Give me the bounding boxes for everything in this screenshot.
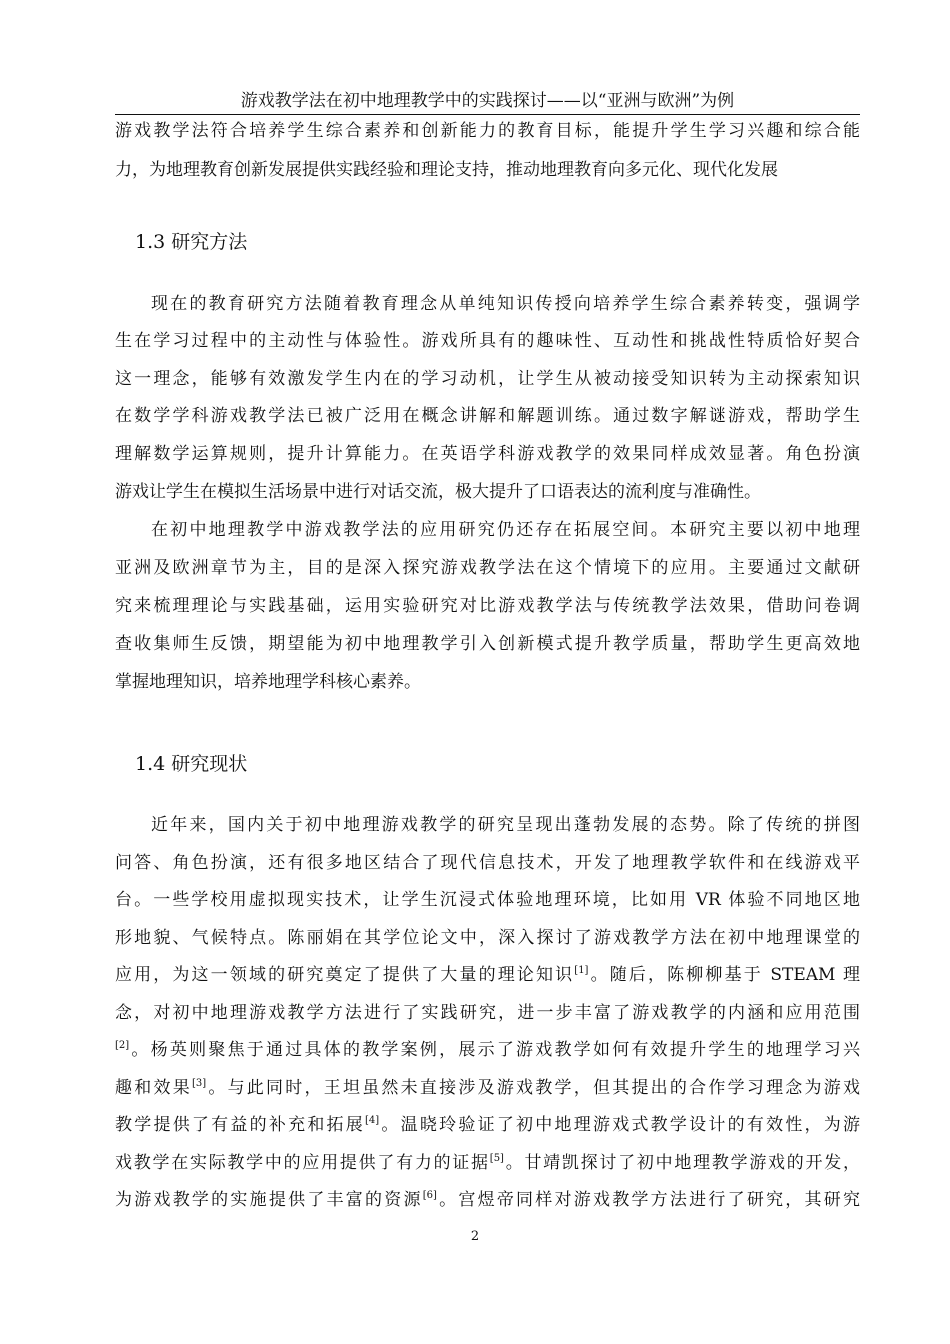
body-line: 游戏教学法符合培养学生综合素养和创新能力的教育目标，能提升学生学习兴趣和综合能 [115,121,860,141]
body-line: 这一理念，能够有效激发学生内在的学习动机，让学生从被动接受知识转为主动探索知识 [115,369,860,389]
line-text: 。甘靖凯探讨了初中地理教学游戏的开发， [503,1153,861,1173]
body-line [115,1037,860,1063]
line-text: 。温晓玲验证了初中地理游戏式教学设计的有效性，为游 [379,1115,861,1135]
running-header: 游戏教学法在初中地理教学中的实践探讨——以“亚洲与欧洲”为例 [240,91,735,111]
body-line: 近年来，国内关于初中地理游戏教学的研究呈现出蓬勃发展的态势。除了传统的拼图 [151,815,860,835]
body-line [115,1187,860,1213]
body-line: 掌握地理知识，培养地理学科核心素养。 [115,672,421,692]
body-line: 在数学学科游戏教学法已被广泛用在概念讲解和解题训练。通过数字解谜游戏，帮助学生 [115,406,860,426]
citation-ref: [3] [191,1078,207,1089]
line-text: 。随后，陈柳柳基于 STEAM 理 [588,965,861,985]
page-number: 2 [470,1229,480,1244]
body-line: 亚洲及欧洲章节为主，目的是深入探究游戏教学法在这个情境下的应用。主要通过文献研 [115,558,860,578]
citation-ref: [5] [489,1153,504,1164]
citation-ref: [6] [422,1190,437,1201]
body-line: 理解数学运算规则，提升计算能力。在英语学科游戏教学的效果同样成效显著。角色扮演 [115,444,860,464]
body-line: 台。一些学校用虚拟现实技术，让学生沉浸式体验地理环境，比如用 VR 体验不同地区地 [115,890,860,910]
citation-ref: [1] [574,965,589,976]
line-text: 戏教学在实际教学中的应用提供了有力的证据 [115,1153,490,1173]
body-line: 现在的教育研究方法随着教育理念从单纯知识传授向培养学生综合素养转变，强调学 [151,294,860,314]
section-heading-1-4: 1.4 研究现状 [135,753,248,775]
body-line [115,1150,860,1176]
section-heading-1-3: 1.3 研究方法 [135,231,248,253]
body-line: 念，对初中地理游戏教学方法进行了实践研究，进一步丰富了游戏教学的内涵和应用范围 [115,1003,860,1023]
body-line: 在初中地理教学中游戏教学法的应用研究仍还存在拓展空间。本研究主要以初中地理 [151,520,860,540]
body-line: 游戏让学生在模拟生活场景中进行对话交流，极大提升了口语表达的流利度与准确性。 [115,482,761,502]
line-text: 应用，为这一领域的研究奠定了提供了大量的理论知识 [115,965,575,985]
line-text: 。宫煜帝同样对游戏教学方法进行了研究，其研究 [436,1190,861,1210]
line-text: 教学提供了有益的补充和拓展 [115,1115,366,1135]
body-line: 问答、角色扮演，还有很多地区结合了现代信息技术，开发了地理教学软件和在线游戏平 [115,853,860,873]
body-line [115,1112,860,1138]
line-text: 趣和效果 [115,1078,192,1098]
line-text: 为游戏教学的实施提供了丰富的资源 [115,1190,423,1210]
header-divider [115,114,860,115]
line-text: 。与此同时，王坦虽然未直接涉及游戏教学，但其提出的合作学习理念为游戏 [206,1078,861,1098]
citation-ref: [2] [115,1040,130,1051]
body-line: 究来梳理理论与实践基础，运用实验研究对比游戏教学法与传统教学法效果，借助问卷调 [115,596,860,616]
body-line: 查收集师生反馈，期望能为初中地理教学引入创新模式提升教学质量，帮助学生更高效地 [115,634,860,654]
citation-ref: [4] [365,1115,380,1126]
body-line [115,962,860,988]
body-line: 形地貌、气候特点。陈丽娟在其学位论文中，深入探讨了游戏教学方法在初中地理课堂的 [115,928,860,948]
body-line: 生在学习过程中的主动性与体验性。游戏所具有的趣味性、互动性和挑战性特质恰好契合 [115,331,860,351]
line-text: 。杨英则聚焦于通过具体的教学案例，展示了游戏教学如何有效提升学生的地理学习兴 [129,1040,860,1060]
body-line [115,1075,860,1101]
body-line: 力，为地理教育创新发展提供实践经验和理论支持，推动地理教育向多元化、现代化发展 [115,160,778,180]
